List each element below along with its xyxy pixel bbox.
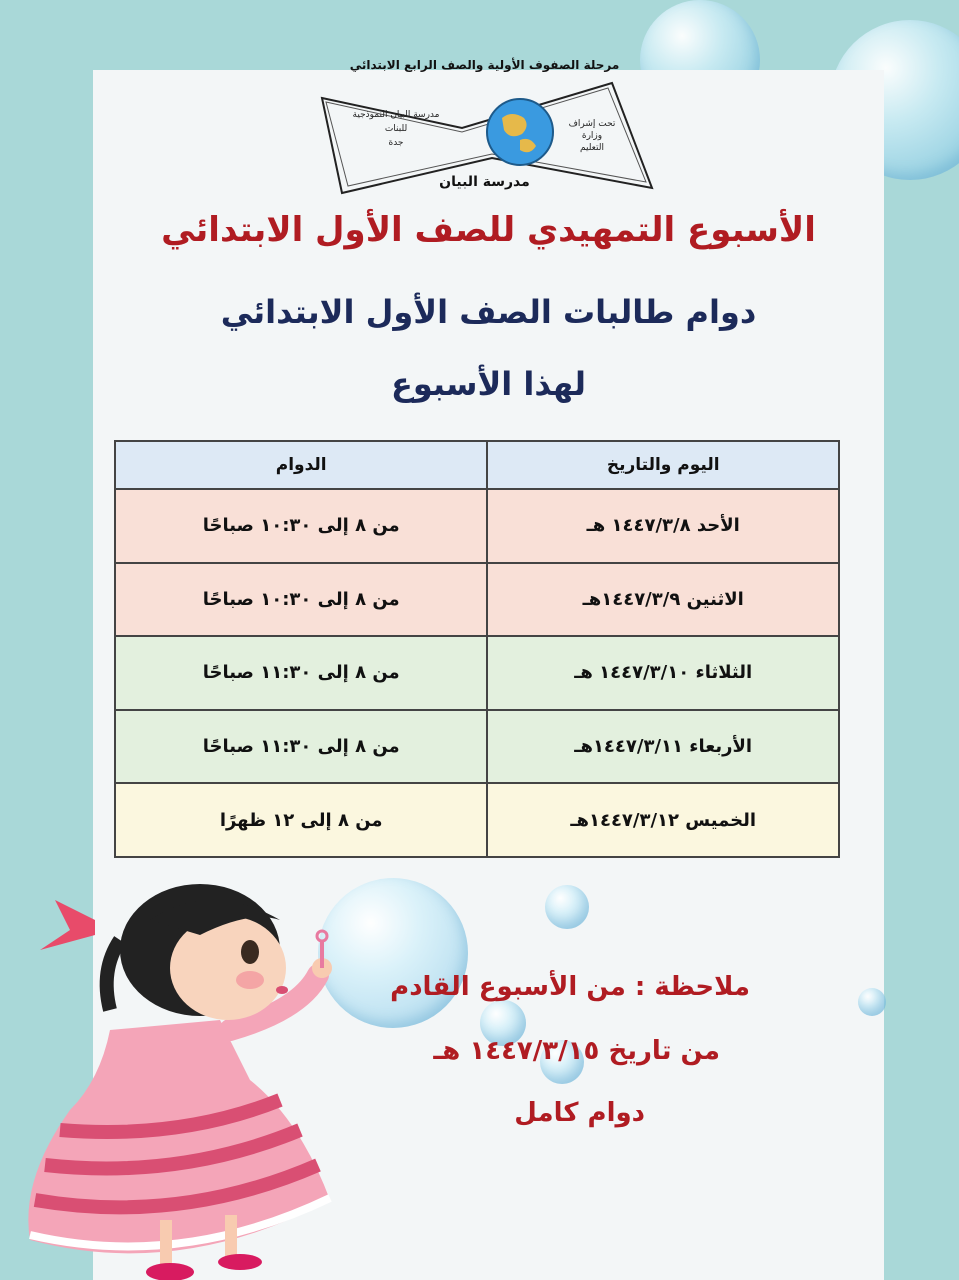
table-cell-hours: من ٨ إلى ١١:٣٠ صباحًا [115,710,487,784]
note-line-3: دوام كامل [514,1098,645,1128]
column-header-day: اليوم والتاريخ [487,441,839,489]
table-cell-day: الاثنين ١٤٤٧/٣/٩هـ [487,563,839,637]
girl-blowing-bubbles-illustration [0,880,360,1280]
table-cell-hours: من ٨ إلى ١٠:٣٠ صباحًا [115,563,487,637]
logo-left-line: للبنات [384,124,408,134]
logo-top-text: مرحلة الصفوف الأولية والصف الرابع الابتدائي [349,58,620,72]
bubble-decoration [545,885,589,929]
note-line-2: من تاريخ ١٤٤٧/٣/١٥ هـ [433,1036,720,1066]
table-cell-hours: من ٨ إلى ١١:٣٠ صباحًا [115,636,487,710]
note-line-1: ملاحظة : من الأسبوع القادم [390,972,750,1002]
table-cell-day: الثلاثاء ١٤٤٧/٣/١٠ هـ [487,636,839,710]
table-row [115,489,839,563]
table-row [115,563,839,637]
table-header-row [115,441,839,489]
logo-left-line: مدرسة البيان النموذجية [352,110,440,120]
table-row [115,636,839,710]
school-logo [312,58,657,200]
table-cell-day: الأربعاء ١٤٤٧/٣/١١هـ [487,710,839,784]
logo-right-line: التعليم [580,143,604,153]
logo-right-line: تحت إشراف [568,119,616,129]
logo-right-line: وزارة [581,131,603,141]
table-cell-hours: من ٨ إلى ١٢ ظهرًا [115,783,487,857]
bubble-decoration [858,988,886,1016]
page-subtitle-week: لهذا الأسبوع [391,365,586,403]
schedule-table [114,440,840,858]
logo-bottom-text: مدرسة البيان [439,174,530,190]
logo-ministry [552,118,632,154]
page-subtitle: دوام طالبات الصف الأول الابتدائي [220,293,757,331]
table-row [115,783,839,857]
table-cell-day: الأحد ١٤٤٧/٣/٨ هـ [487,489,839,563]
column-header-hours: الدوام [115,441,487,489]
logo-school-name [336,108,456,150]
page-title: الأسبوع التمهيدي للصف الأول الابتدائي [161,210,816,250]
table-cell-hours: من ٨ إلى ١٠:٣٠ صباحًا [115,489,487,563]
table-cell-day: الخميس ١٤٤٧/٣/١٢هـ [487,783,839,857]
table-row [115,710,839,784]
logo-left-line: جدة [388,138,404,148]
